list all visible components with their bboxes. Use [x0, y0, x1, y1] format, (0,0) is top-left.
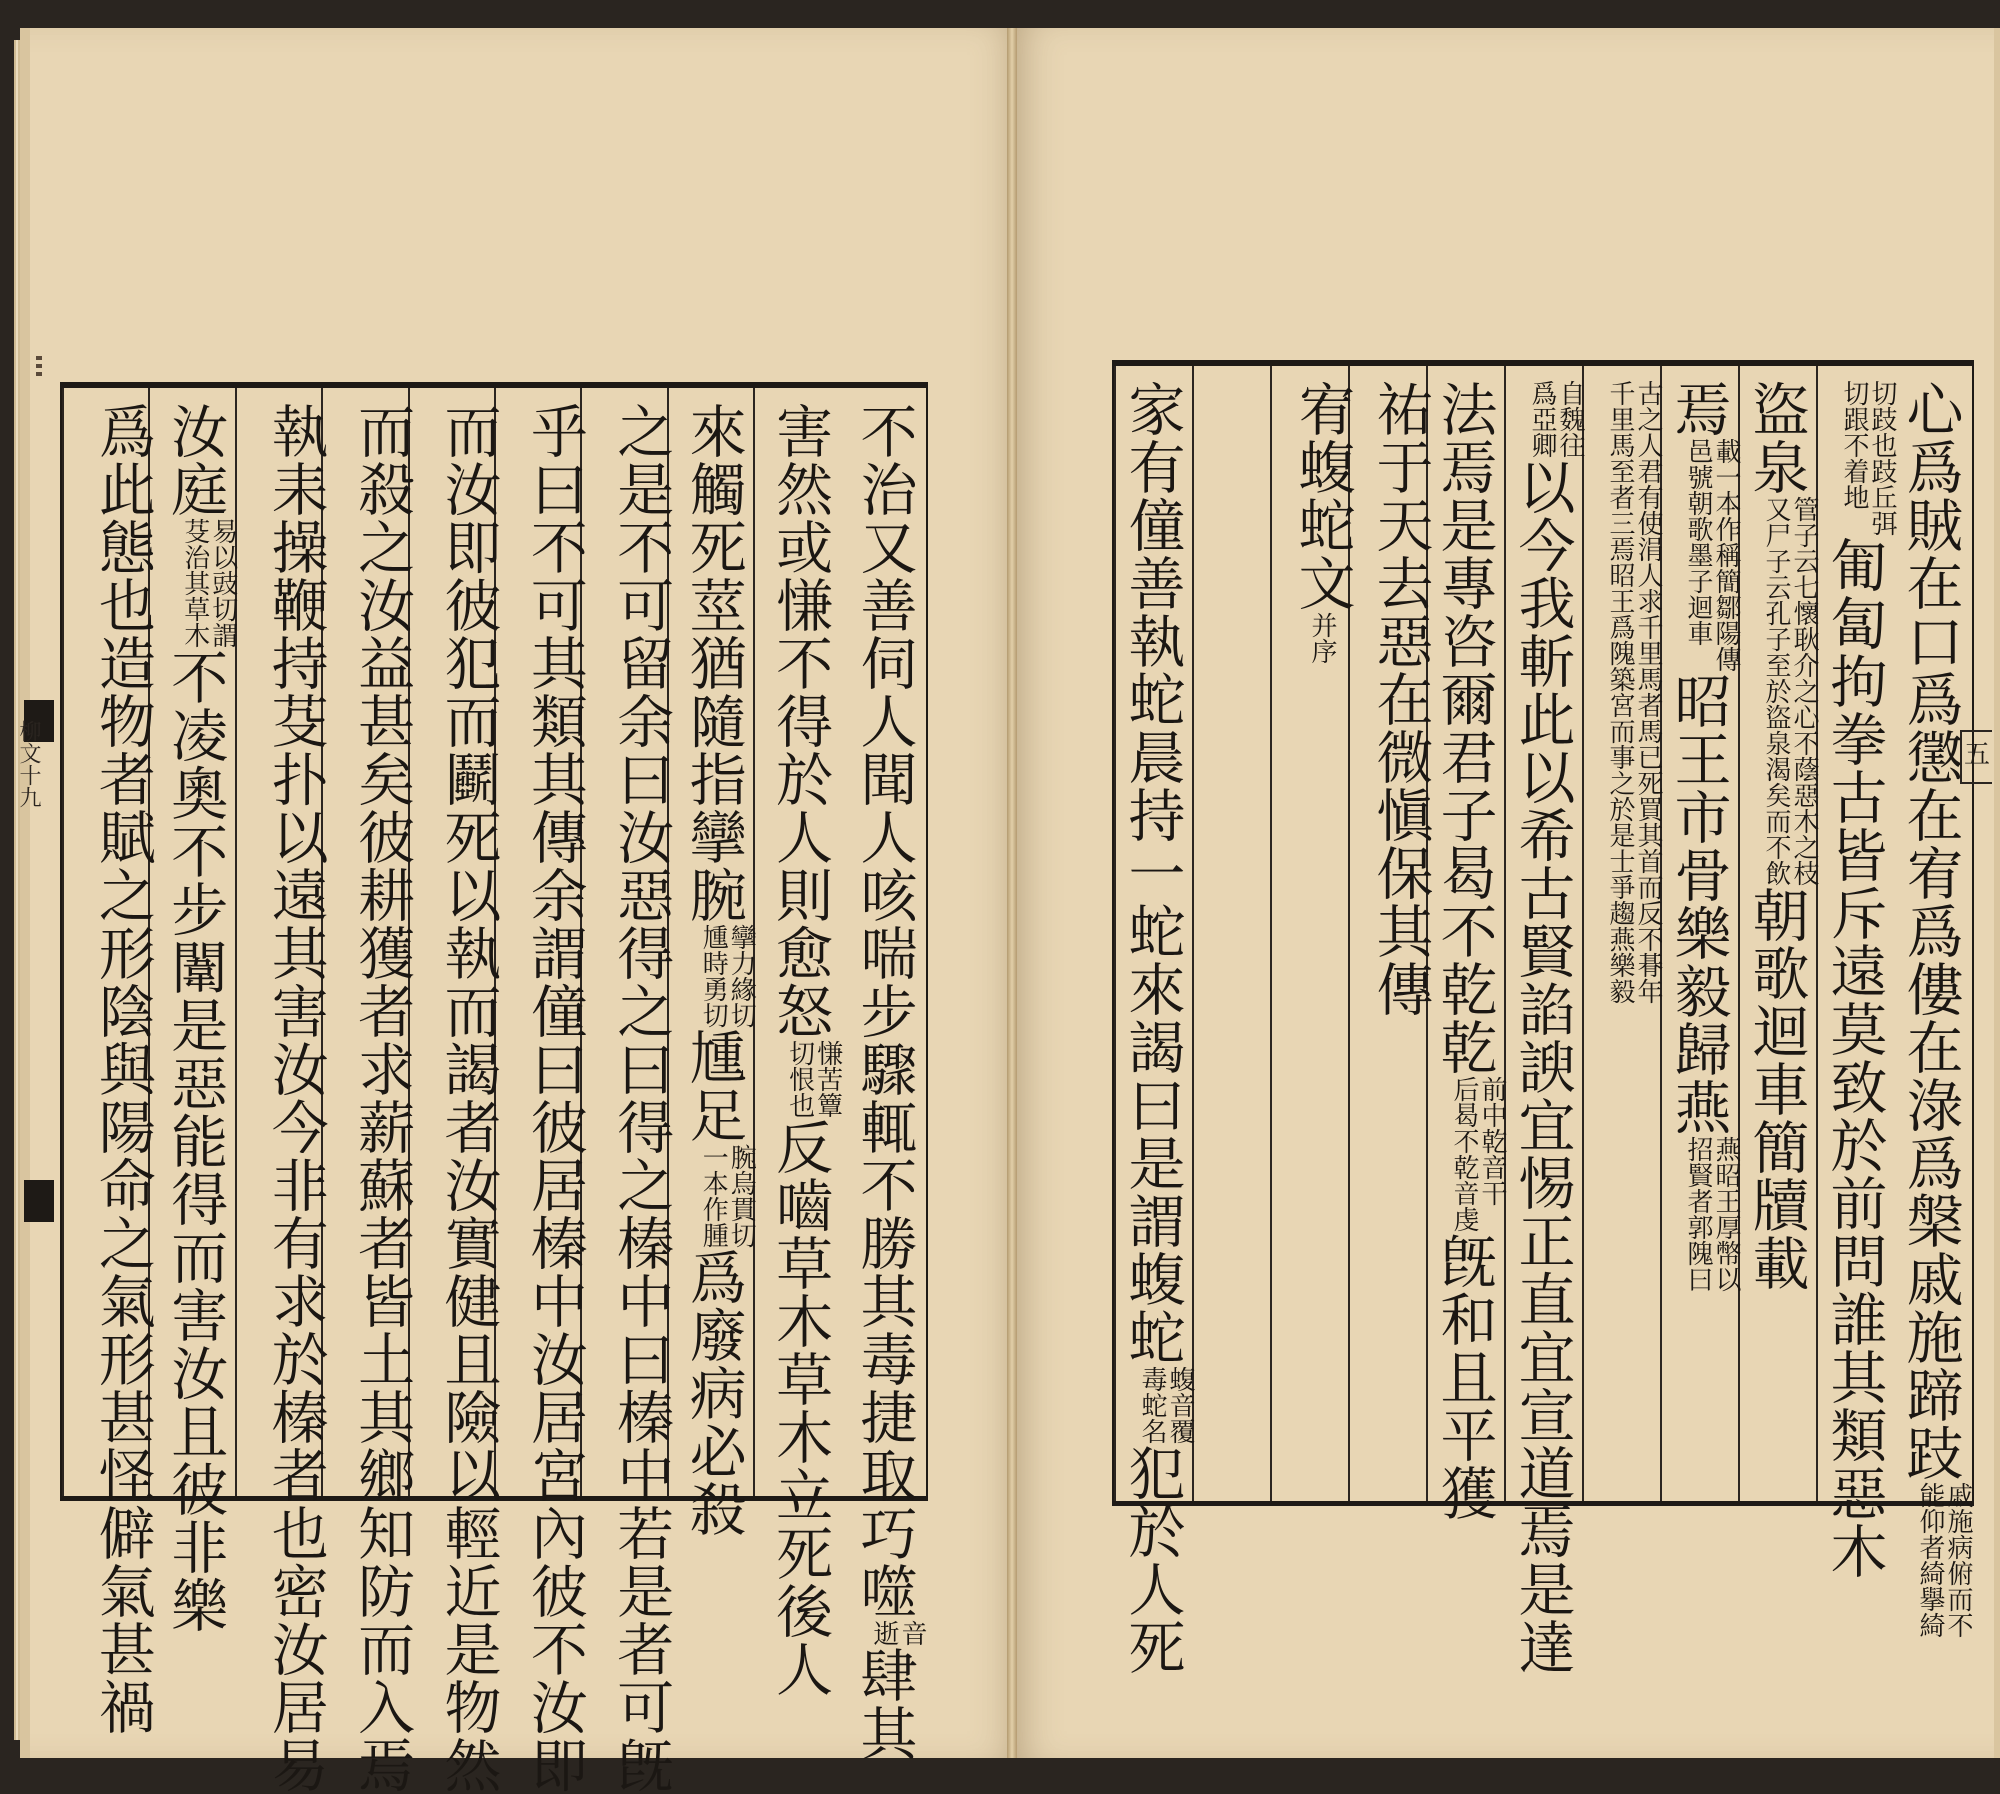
commentary-note [1840, 380, 1896, 536]
commentary-line: 戚施病俯而不 [1943, 1482, 1973, 1638]
left-text-column [494, 388, 588, 1794]
column-text [1740, 380, 1818, 1292]
column-text [1894, 380, 1972, 1638]
left-text-column [753, 388, 843, 1698]
commentary-line: 爲亞卿 [1527, 380, 1557, 458]
commentary-line: 尰時勇切 [698, 924, 729, 1028]
right-text-column [1192, 366, 1272, 1501]
commentary-line: 載一本作稱簡鄒陽傳 [1711, 438, 1741, 672]
column-text [1272, 380, 1355, 664]
main-text: 犯於人死 [1119, 1444, 1185, 1676]
main-text: 而汝即彼犯而鬬死以執而謁者汝實健且險以輕近是物然 [434, 402, 501, 1794]
commentary-line: 又尸子云孔子至於盜泉渴矣而不飲 [1761, 496, 1791, 886]
main-text: 乎曰不可其類其傳余謂僮曰彼居榛中汝居宮內彼不汝即 [521, 402, 588, 1794]
commentary-note [1762, 496, 1818, 886]
commentary-line: 蝮音覆 [1165, 1366, 1195, 1444]
left-text-column [235, 388, 329, 1794]
commentary-note [1684, 1136, 1740, 1292]
commentary-line: 腕烏貫切 [726, 1144, 757, 1248]
right-text-column [1582, 366, 1662, 1501]
left-text-column [580, 388, 674, 1794]
main-text: 盜泉 [1743, 380, 1809, 496]
commentary-line: 古之人君有使涓人求千里馬者馬已死買其首而反不朞年 [1633, 380, 1663, 1004]
column-text [1662, 380, 1740, 1292]
left-text-column [408, 388, 501, 1794]
column-text [1350, 380, 1433, 1018]
stitch-mark [36, 356, 42, 360]
main-text: 爲此態也造物者賦之形陰與陽命之氣形甚怪僻氣甚禍 [89, 402, 156, 1736]
commentary-line: 管子云七懷耿介之心不蔭惡木之枝 [1789, 496, 1819, 886]
left-text-column [148, 388, 238, 1634]
column-text [1428, 380, 1506, 1522]
main-text: 執耒操鞭持芟扑以遠其害汝今非有求於榛者也密汝居易 [262, 402, 329, 1794]
stitch-mark [36, 372, 42, 376]
right-text-column [1270, 366, 1355, 1501]
right-text-frame [1112, 360, 1974, 1676]
commentary-note [1684, 438, 1740, 672]
commentary-line: 前中乾音干 [1477, 1076, 1507, 1206]
right-text-column [1114, 366, 1195, 1676]
column-text [582, 402, 674, 1794]
edge-title: 柳文十九 [16, 720, 41, 808]
main-text: 焉 [1665, 380, 1731, 438]
column-text [1818, 380, 1896, 1580]
commentary-line: 切跂也跂丘弭 [1867, 380, 1897, 536]
right-text-column [1426, 366, 1507, 1522]
column-text [237, 402, 329, 1794]
main-text: 以今我斬此以希古賢諂諛宜惕正直宜宣道焉是達 [1509, 458, 1575, 1676]
commentary-note [1138, 1366, 1194, 1444]
commentary-line: 逝 [868, 1620, 899, 1646]
main-text: 之是不可留余曰汝惡得之曰得之榛中曰榛中若是者可旣 [607, 402, 674, 1794]
commentary-line: 慊苦簟 [812, 1040, 843, 1118]
commentary-line: 邑號朝歌墨子迴車 [1683, 438, 1713, 646]
stitch-mark [36, 364, 42, 368]
commentary-line: 一本作腫 [698, 1144, 729, 1248]
main-text: 旣和且平獲 [1431, 1232, 1497, 1522]
main-text: 家有僮善執蛇晨持一蛇來謁曰是謂蝮蛇 [1119, 380, 1185, 1366]
commentary-note [1916, 1482, 1972, 1638]
left-text-column [62, 388, 156, 1736]
main-text: 爲廢病必殺 [680, 1248, 747, 1538]
column-text [669, 402, 755, 1538]
column-text [1116, 380, 1194, 1676]
commentary-note [1606, 380, 1662, 1004]
main-text: 而殺之汝益甚矣彼耕獲者求薪蘇者皆土其鄉知防而入焉 [348, 402, 415, 1794]
right-text-column [1894, 366, 1973, 1638]
left-text-column [321, 388, 415, 1794]
column-text [150, 402, 236, 1634]
commentary-note [786, 1040, 842, 1118]
main-text: 昭王市骨樂毅歸燕 [1665, 672, 1731, 1136]
main-text: 反嚙草木草木立死後人 [766, 1118, 833, 1698]
column-text [840, 402, 926, 1762]
main-text: 匍匐拘拳古皆斥遠莫致於前問誰其類惡木 [1821, 536, 1887, 1580]
commentary-line: 自魏往 [1555, 380, 1585, 458]
left-text-column [840, 388, 927, 1762]
main-text: 不治又善伺人聞人咳喘步驟輒不勝其毒捷取巧噬 [850, 402, 917, 1620]
commentary-line: 千里馬至者三焉昭王爲隗築宮而事之於是士爭趨燕樂毅 [1605, 380, 1635, 1004]
right-text-column [1738, 366, 1818, 1501]
column-text [496, 402, 588, 1794]
main-text: 祐于天去惡在微愼保其傳 [1367, 380, 1433, 1018]
commentary-line: 切跟不着地 [1839, 380, 1869, 510]
main-text: 宥蝮蛇文 [1289, 380, 1355, 612]
main-text: 肆其 [850, 1646, 917, 1762]
main-text: 法焉是專咨爾君子曷不乾乾 [1431, 380, 1497, 1076]
main-text: 心爲賊在口爲懲在宥爲僂在淥爲槃戚施蹄跂 [1897, 380, 1963, 1482]
column-text [1584, 380, 1662, 1004]
commentary-note [699, 924, 755, 1028]
main-text: 來觸死莖猶隨指攣腕 [680, 402, 747, 924]
right-text-column [1504, 366, 1585, 1676]
book-gutter [1007, 28, 1017, 1758]
commentary-line: 毒蛇名 [1137, 1366, 1167, 1444]
edge-tab [24, 1180, 54, 1222]
commentary-note [1528, 380, 1584, 458]
main-text: 尰足 [680, 1028, 747, 1144]
commentary-note [1450, 1076, 1506, 1232]
main-text: 朝歌迴車簡牘載 [1743, 886, 1809, 1292]
right-text-column [1348, 366, 1433, 1501]
commentary-note [870, 1620, 926, 1646]
folio-number: 五 [1960, 730, 1992, 784]
left-text-frame [60, 382, 928, 1794]
column-text [1506, 380, 1584, 1676]
commentary-line: 招賢者郭隗曰 [1683, 1136, 1713, 1292]
main-text: 不凌奧不步闈是惡能得而害汝且彼非樂 [161, 648, 228, 1634]
main-text: 汝庭 [161, 402, 228, 518]
commentary-line: 能仰者綺擧綺 [1915, 1482, 1945, 1638]
commentary-line: 后曷不乾音虔 [1449, 1076, 1479, 1232]
commentary-note [181, 518, 237, 648]
commentary-note [699, 1144, 755, 1248]
commentary-line: 芟治其草木 [179, 518, 210, 648]
right-text-column [1816, 366, 1897, 1580]
commentary-line: 并序 [1307, 612, 1337, 664]
commentary-line: 音 [896, 1620, 927, 1646]
main-text: 害然或慊不得於人則愈怒 [766, 402, 833, 1040]
column-text [323, 402, 415, 1794]
commentary-line: 攣力緣切 [726, 924, 757, 1028]
column-text [64, 402, 156, 1736]
column-text [410, 402, 501, 1794]
left-text-column [667, 388, 757, 1538]
right-text-column [1660, 366, 1740, 1501]
column-text [755, 402, 841, 1698]
commentary-line: 切恨也 [784, 1040, 815, 1118]
commentary-line: 燕昭王厚幣以 [1711, 1136, 1741, 1292]
commentary-note [1308, 612, 1336, 664]
commentary-line: 易以豉切謂 [207, 518, 238, 648]
